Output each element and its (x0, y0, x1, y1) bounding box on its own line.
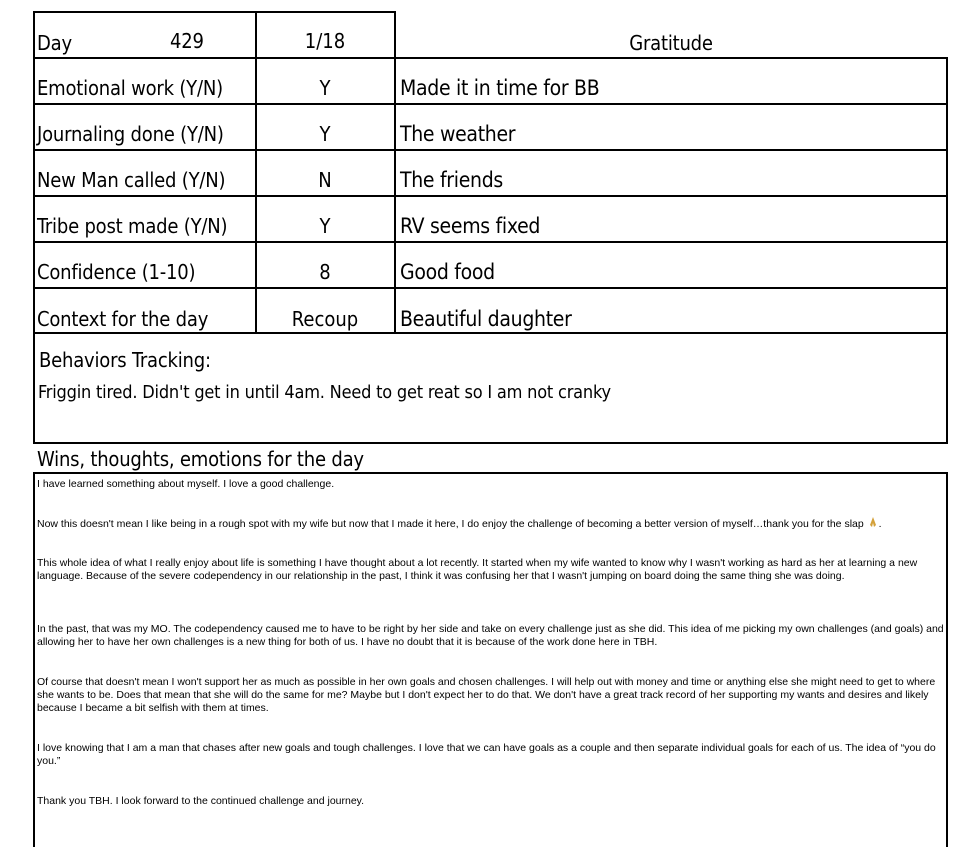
date: 1/18 (304, 29, 346, 53)
row-value: Y (319, 122, 331, 146)
behaviors-bottom-border (33, 442, 948, 444)
wins-paragraph: Thank you TBH. I look forward to the continued challenge and journey. (37, 795, 365, 807)
row-label: Confidence (1-10) (37, 260, 196, 284)
wins-paragraph-text: Now this doesn't mean I like being in a rough spot with my wife but now that I made it here, I do enjoy the challenge of becoming a better version of myself…thank you for the slap (37, 518, 864, 530)
row-value: N (318, 168, 332, 192)
row-value: 8 (319, 260, 331, 284)
row-divider (33, 287, 948, 289)
row-divider (33, 149, 948, 151)
row-label: Context for the day (37, 307, 209, 331)
wins-top-border (33, 472, 948, 474)
row-divider (33, 57, 948, 59)
wins-paragraph: In the past, that was my MO. The codependency caused me to have to be right by her side and take on every challenge just as she did. This idea of me picking my own challenges (and goals) and allowing her to have her own challenges is a new thing for both of us. I have no doubt that it is because of the work done here in TBH. (37, 623, 944, 648)
row-divider (33, 332, 948, 334)
row-value: Recoup (291, 307, 359, 331)
row-label: New Man called (Y/N) (37, 168, 226, 192)
gratitude-item: The weather (400, 122, 516, 146)
gratitude-item: RV seems fixed (400, 214, 541, 238)
gratitude-item: Good food (400, 260, 495, 284)
column-divider (394, 11, 396, 334)
row-value: Y (319, 214, 331, 238)
row-divider (33, 103, 948, 105)
wins-title: Wins, thoughts, emotions for the day (37, 447, 364, 471)
right-border (946, 57, 948, 444)
wins-paragraph: I have learned something about myself. I love a good challenge. (37, 478, 335, 490)
wins-paragraph: This whole idea of what I really enjoy about life is something I have thought about a lot recently. It started when my wife wanted to know why I wasn't working as hard as her at learning a new language. Because of the severe codependency in our relationship in the past, I think it was confusing her that I wasn't jumping on board doing the same thing she was doing. (37, 557, 918, 582)
gratitude-item: Beautiful daughter (400, 307, 572, 331)
row-divider (33, 195, 948, 197)
day-label: Day (37, 31, 72, 55)
behaviors-text: Friggin tired. Didn't get in until 4am. Need to get reat so I am not cranky (38, 382, 611, 403)
row-label: Emotional work (Y/N) (37, 76, 223, 100)
day-number: 429 (170, 29, 204, 53)
wins-left-border (33, 472, 35, 847)
row-divider (33, 241, 948, 243)
wins-paragraph: I love knowing that I am a man that chases after new goals and tough challenges. I love that we can have goals as a couple and then separate individual goals for each of us. The idea of “you do you.” (37, 742, 936, 767)
gratitude-item: The friends (400, 168, 503, 192)
wins-paragraph: Now this doesn't mean I like being in a rough spot with my wife but now that I made it here, I do enjoy the challenge of becoming a better version of myself…thank you for the slap . (37, 518, 882, 530)
top-border-left (33, 11, 396, 13)
wins-paragraph: Of course that doesn't mean I won't support her as much as possible in her own goals and chosen challenges. I will help out with money and time or anything else she might need to get to where she wants to be. Does that mean that she will do the same for me? Maybe but I don't expect her to do that. We don't have a great track record of her supporting my wants and desires and likely because I became a bit selfish with them at times. (37, 676, 936, 714)
gratitude-item: Made it in time for BB (400, 76, 600, 100)
row-label: Tribe post made (Y/N) (37, 214, 228, 238)
row-value: Y (319, 76, 331, 100)
left-border (33, 11, 35, 444)
row-label: Journaling done (Y/N) (37, 122, 224, 146)
behaviors-title: Behaviors Tracking: (39, 348, 211, 372)
folded-hands-icon (867, 517, 879, 531)
gratitude-heading: Gratitude (629, 31, 713, 55)
